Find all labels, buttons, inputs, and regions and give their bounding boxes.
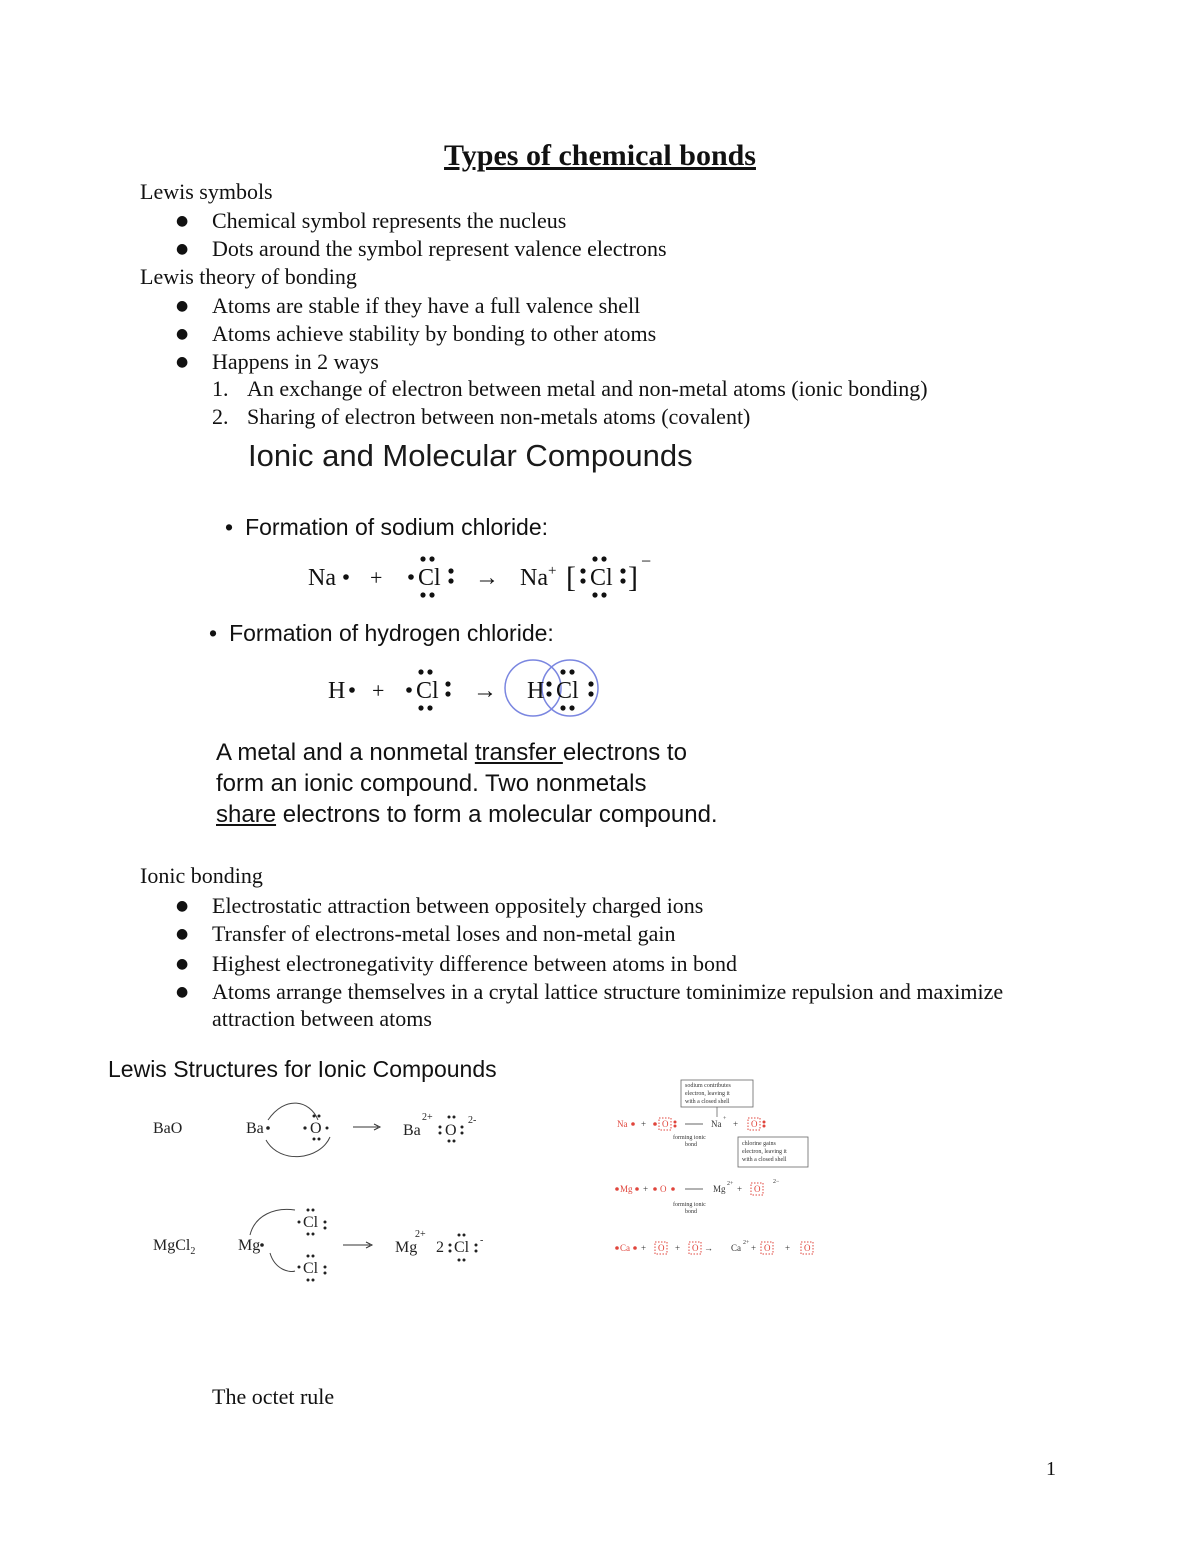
list-item: ● Transfer of electrons-metal loses and non-metal gain [212,920,676,948]
list-item: ● Highest electronegativity difference between atoms in bond [212,950,737,978]
numbered-item [212,375,928,403]
electron-dot [260,1243,264,1247]
electron-dot [475,1244,478,1247]
electron-dot [615,1187,619,1191]
electron-dot [420,556,425,561]
cl-symbol: Cl [303,1214,319,1231]
list-item: ● Atoms achieve stability by bonding to other atoms [212,320,656,348]
ca-ion: Ca [731,1243,741,1253]
electron-dot [475,1250,478,1253]
electron-dot [463,1259,466,1262]
transfer-arrow [270,1253,295,1272]
electron-dot [427,669,432,674]
cl-charge: - [480,1235,484,1246]
electron-dot [448,568,453,573]
note-text: with a closed shell [742,1157,787,1163]
ba-symbol: Ba [246,1120,264,1137]
bracket-left: [ [566,561,576,594]
electron-dot [312,1279,315,1282]
electron-dot [546,691,551,696]
electron-dot [448,1140,451,1143]
o-symbol: O [310,1120,322,1137]
mg-symbol: Mg [238,1237,261,1254]
electron-dot [324,1266,327,1269]
caption-text: A metal and a nonmetal [216,739,475,766]
heading-lewis-symbols: Lewis symbols [140,179,273,204]
electron-dot [418,705,423,710]
plus-sign: + [370,565,383,590]
mg-symbol: Mg [620,1184,633,1194]
electron-dot [580,568,585,573]
plus-sign: + [372,678,385,703]
list-item: ● Dots around the symbol represent valence electrons [212,235,667,263]
bracket-right: ] [628,561,638,594]
electron-dot [406,687,412,693]
electron-dot [763,1121,766,1124]
list-item: ● Atoms are stable if they have a full valence shell [212,292,640,320]
item-text: Sharing of electron between non-metals atoms (covalent) [247,404,751,429]
page-number: 1 [1046,1458,1056,1480]
o-symbol: O [658,1243,665,1253]
cl-charge: − [641,551,652,571]
figure-title: Ionic and Molecular Compounds [248,438,693,473]
na-symbol: Na [617,1119,628,1129]
figure-bullet: • Formation of sodium chloride: [225,514,548,541]
note-text: chlorine gains [742,1141,776,1147]
electron-dot [420,592,425,597]
plus-sign: + [675,1243,681,1253]
note-text: sodium contributes [685,1083,731,1089]
o-ion: O [445,1122,457,1139]
electron-dot [453,1116,456,1119]
cl-ion: Cl [590,565,613,591]
compound-label-text: MgCl [153,1237,191,1254]
na-charge: + [723,1116,727,1122]
electron-dot [620,568,625,573]
list-item: ● Atoms arrange themselves in a crytal lattice structure tominimize repulsion and maximize [212,978,1003,1006]
ba-charge: 2+ [422,1112,433,1123]
list-item: ● Electrostatic attraction between oppositely charged ions [212,892,703,920]
heading-lewis-theory: Lewis theory of bonding [140,264,357,289]
electron-dot [569,705,574,710]
caption-text: electrons to [562,739,687,766]
ca-symbol: Ca [620,1243,630,1253]
electron-dot [458,1234,461,1237]
o-symbol: O [764,1243,771,1253]
electron-dot [635,1187,639,1191]
o-symbol: O [692,1243,699,1253]
figure-bullet: • Formation of hydrogen chloride: [209,620,554,647]
note-text: electron, leaving it [742,1149,787,1155]
electron-dot [343,574,349,580]
electron-dot [307,1255,310,1258]
arrow: → [475,565,499,591]
electron-dot [463,1234,466,1237]
reaction-diagram [290,545,670,725]
electron-dot [266,1126,270,1130]
coefficient: 2 [436,1239,444,1256]
mg-charge: 2+ [415,1229,426,1240]
forming-label: forming ionic [673,1202,706,1208]
item-text: An exchange of electron between metal and non-metal atoms (ionic bonding) [247,376,928,401]
electron-dot [674,1121,677,1124]
electron-dot [588,681,593,686]
electron-dot [461,1126,464,1129]
electron-dot [615,1246,619,1250]
page-title: Types of chemical bonds [444,139,756,172]
cl-atom: Cl [556,678,579,704]
electron-dot [458,1259,461,1262]
figure-title: Lewis Structures for Ionic Compounds [108,1056,497,1082]
forming-label: bond [685,1142,697,1148]
electron-dot [448,578,453,583]
electron-dot [620,578,625,583]
o-charge: 2- [468,1115,477,1126]
compound-label: BaO [153,1120,183,1137]
electron-dot [429,556,434,561]
electron-dot [349,687,355,693]
na-ion: Na [711,1119,722,1129]
h-atom: H [527,678,545,704]
electron-dot [588,691,593,696]
plus-sign: + [751,1243,757,1253]
electron-dot [546,681,551,686]
electron-dot [312,1209,315,1212]
electron-dot [439,1126,442,1129]
na-symbol: Na [308,565,336,591]
electron-dot [601,556,606,561]
ca-charge: 2+ [743,1240,750,1246]
caption-underlined: share [216,801,277,828]
list-item: ● Chemical symbol represents the nucleus [212,207,566,235]
mg-ion: Mg [713,1184,726,1194]
electron-dot [653,1187,657,1191]
electron-dot [313,1138,316,1141]
electron-dot [560,669,565,674]
electron-dot [303,1126,306,1129]
list-item: ● Happens in 2 ways [212,348,379,376]
plus-sign: + [733,1119,739,1129]
arrow: → [704,1243,713,1253]
cl-symbol: Cl [416,678,439,704]
electron-dot [324,1272,327,1275]
plus-sign: + [641,1243,647,1253]
electron-dot [439,1132,442,1135]
transfer-arrow [268,1103,318,1120]
note-text: electron, leaving it [685,1091,730,1097]
caption-underlined: transfer [474,739,563,766]
o-symbol: O [751,1119,758,1129]
compound-label [153,1237,195,1257]
item-number: 1. [212,376,229,401]
electron-dot [298,1266,301,1269]
o-symbol: O [804,1243,811,1253]
electron-dot [569,669,574,674]
electron-dot [418,669,423,674]
electron-dot [429,592,434,597]
electron-dot [324,1227,327,1230]
list-item-continuation: attraction between atoms [212,1006,432,1031]
note-text: with a closed shell [685,1099,730,1105]
section-heading-octet: The octet rule [212,1384,335,1409]
forming-label: forming ionic [673,1135,706,1141]
na-charge: + [548,563,557,579]
electron-dot [601,592,606,597]
electron-dot [580,578,585,583]
electron-dot [674,1125,677,1128]
arrow: → [473,678,497,704]
electron-dot [671,1187,675,1191]
mg-charge: 2+ [727,1181,734,1187]
cl-symbol: Cl [418,565,441,591]
forming-label: bond [685,1209,697,1215]
electron-dot [461,1132,464,1135]
electron-dot [307,1279,310,1282]
figure-caption-line: form an ionic compound. Two nonmetals [216,770,647,797]
plus-sign: + [737,1184,743,1194]
figure-caption-line [216,799,718,830]
electron-dot [307,1233,310,1236]
electron-dot [408,574,414,580]
na-ion: Na [520,565,548,591]
lewis-ionic-diagram [140,1095,500,1295]
electron-transfer-diagram [605,1075,845,1265]
electron-dot [763,1125,766,1128]
electron-dot [312,1233,315,1236]
electron-dot [445,681,450,686]
o-symbol: O [662,1119,669,1129]
item-number: 2. [212,404,229,429]
electron-dot [633,1246,637,1250]
cl-symbol: Cl [303,1260,319,1277]
o-symbol: O [660,1184,667,1194]
electron-dot [313,1115,316,1118]
caption-text: electrons to form a molecular compound. [276,801,718,828]
h-symbol: H [328,678,346,704]
plus-sign: + [643,1184,649,1194]
electron-dot [318,1115,321,1118]
electron-dot [653,1122,657,1126]
electron-dot [449,1244,452,1247]
ba-ion: Ba [403,1122,421,1139]
electron-dot [312,1255,315,1258]
o-symbol: O [754,1184,761,1194]
electron-dot [453,1140,456,1143]
electron-dot [631,1122,635,1126]
electron-dot [298,1221,301,1224]
electron-dot [326,1127,329,1130]
transfer-arrow [266,1137,330,1157]
transfer-arrow [250,1209,295,1235]
figure-caption-line [216,737,687,768]
electron-dot [592,592,597,597]
electron-dot [592,556,597,561]
plus-sign: + [785,1243,791,1253]
numbered-item [212,403,750,431]
electron-dot [445,691,450,696]
electron-dot [318,1138,321,1141]
mg-ion: Mg [395,1239,418,1256]
compound-subscript: 2 [190,1246,196,1257]
electron-dot [427,705,432,710]
electron-dot [448,1116,451,1119]
electron-dot [449,1250,452,1253]
o-charge: 2− [773,1179,780,1185]
electron-dot [560,705,565,710]
electron-dot [324,1221,327,1224]
heading-ionic-bonding: Ionic bonding [140,863,263,888]
electron-dot [307,1209,310,1212]
cl-ion: Cl [454,1239,470,1256]
plus-sign: + [641,1119,647,1129]
